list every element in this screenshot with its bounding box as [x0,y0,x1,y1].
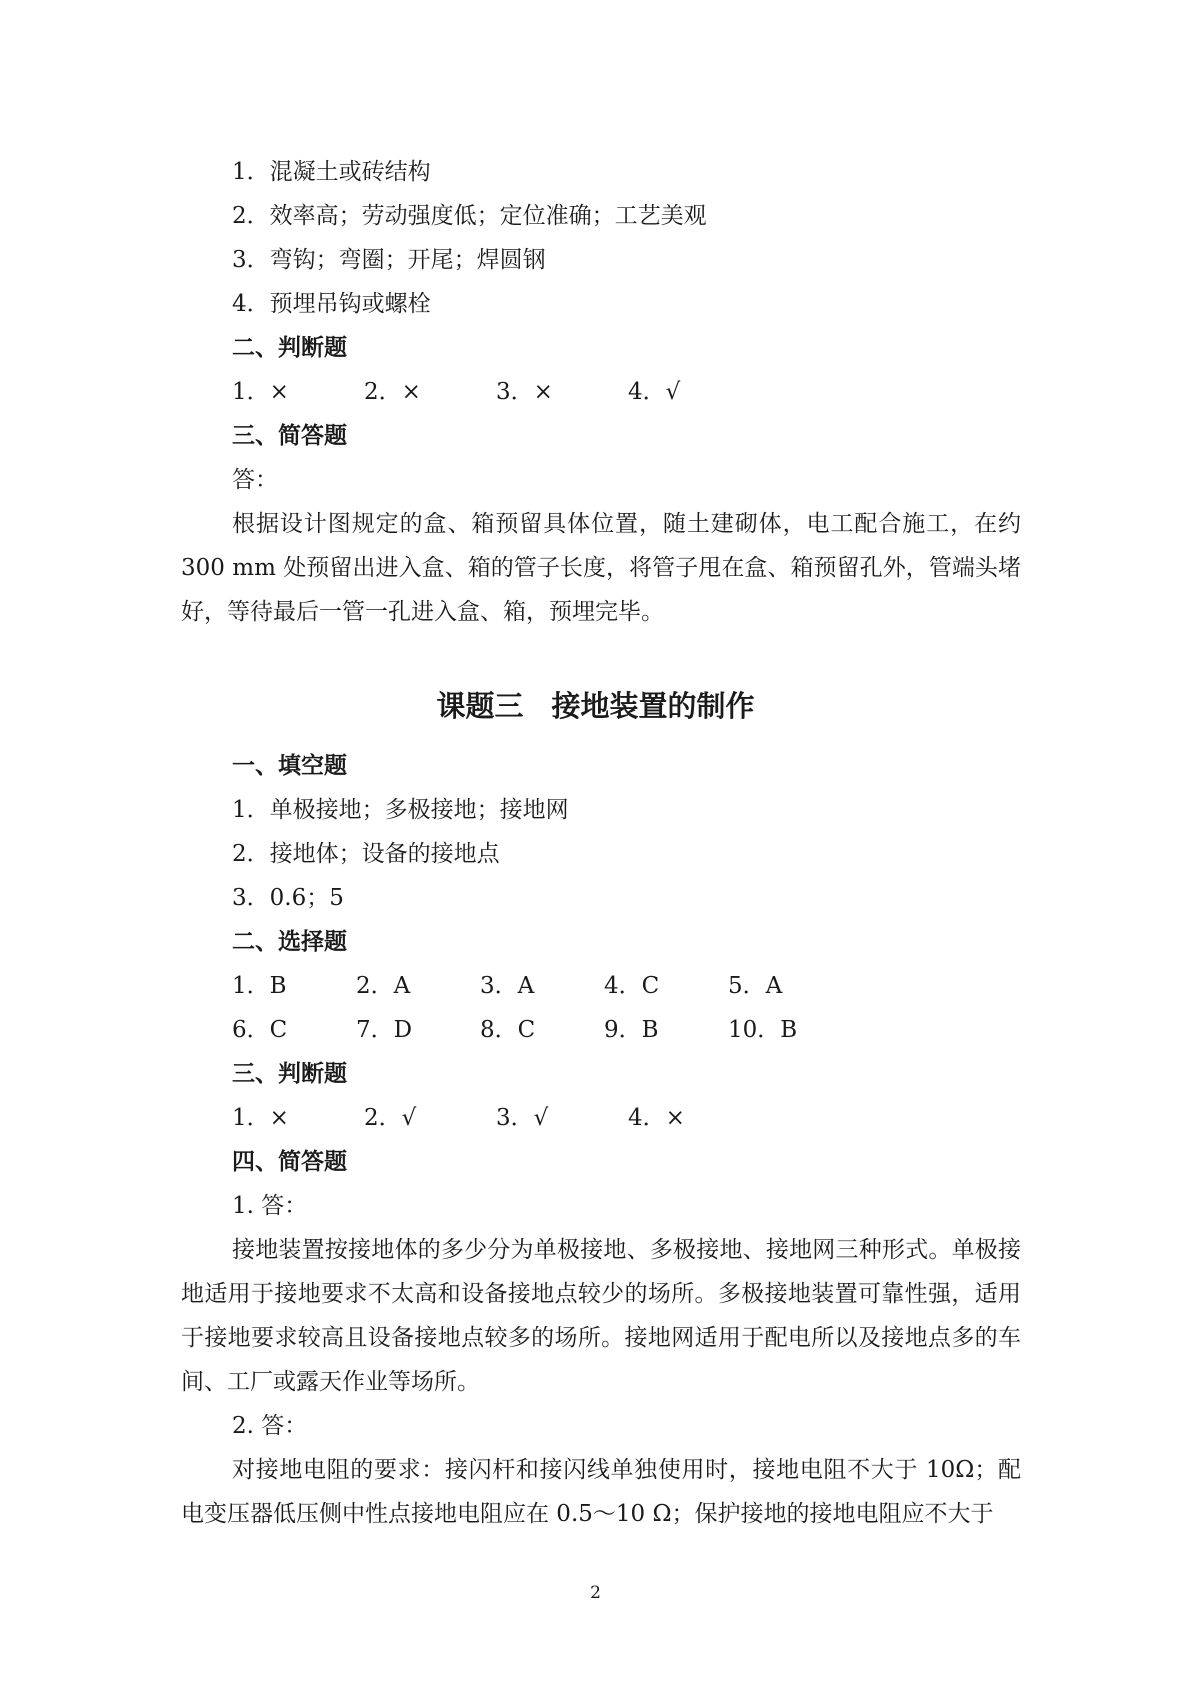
choice-heading: 二、选择题 [232,929,347,955]
judge-heading: 三、判断题 [232,1061,347,1087]
choice-answer: 3．A [480,973,535,999]
choice-answer: 8．C [480,1017,536,1043]
question-2-label: 2. 答： [232,1413,308,1439]
judge-answer: 3．√ [496,1105,549,1131]
judge-answer: 4．√ [628,379,681,405]
judge-answer: 2．× [364,379,421,405]
fill-answer-1: 1．单极接地；多极接地；接地网 [232,797,569,823]
judge-answer: 2．√ [364,1105,417,1131]
choice-answer: 6．C [232,1017,288,1043]
fill-answer-3: 3．0.6；5 [232,885,344,911]
question-1-answer: 接地装置按接地体的多少分为单极接地、多极接地、接地网三种形式。单极接地适用于接地要求不太高和设备接地点较少的场所。多极接地装置可靠性强，适用于接地要求较高且设备接地点较多的场所。接地网适用于配电所以及接地点多的车间、工厂或露天作业等场所。 [181,1237,1021,1395]
choice-answer: 4．C [604,973,660,999]
fill-answer-4: 4．预埋吊钩或螺栓 [232,291,431,317]
judge-heading: 二、判断题 [232,335,347,361]
short-answer-heading: 三、简答题 [232,423,347,449]
judge-answer: 3．× [496,379,553,405]
choice-answer: 7．D [356,1017,413,1043]
answer-label: 答： [232,467,278,493]
answer-paragraph: 根据设计图规定的盒、箱预留具体位置，随土建砌体，电工配合施工，在约300 mm 处预留出进入盒、箱的管子长度，将管子甩在盒、箱预留孔外，管端头堵好，等待最后一管一孔进入盒、箱，预埋完毕。 [181,511,1021,625]
judge-answer: 1．× [232,1105,289,1131]
choice-answer: 2．A [356,973,411,999]
page-number: 2 [590,1583,601,1603]
fill-answer-3: 3．弯钩；弯圈；开尾；焊圆钢 [232,247,546,273]
judge-answer: 4．× [628,1105,685,1131]
fill-answer-2: 2．接地体；设备的接地点 [232,841,500,867]
choice-answer: 5．A [728,973,783,999]
choice-answer: 10．B [728,1017,798,1043]
fill-answer-1: 1．混凝土或砖结构 [232,159,431,185]
choice-answer: 1．B [232,973,287,999]
lesson-title: 课题三 接地装置的制作 [436,689,755,723]
question-2-answer: 对接地电阻的要求：接闪杆和接闪线单独使用时，接地电阻不大于 10Ω；配电变压器低压侧中性点接地电阻应在 0.5～10 Ω；保护接地的接地电阻应不大于 [181,1457,1021,1527]
short-answer-heading: 四、简答题 [232,1149,347,1175]
question-1-label: 1. 答： [232,1193,308,1219]
judge-answer: 1．× [232,379,289,405]
choice-answer: 9．B [604,1017,659,1043]
fill-answer-2: 2．效率高；劳动强度低；定位准确；工艺美观 [232,203,707,229]
fill-heading: 一、填空题 [232,753,347,779]
